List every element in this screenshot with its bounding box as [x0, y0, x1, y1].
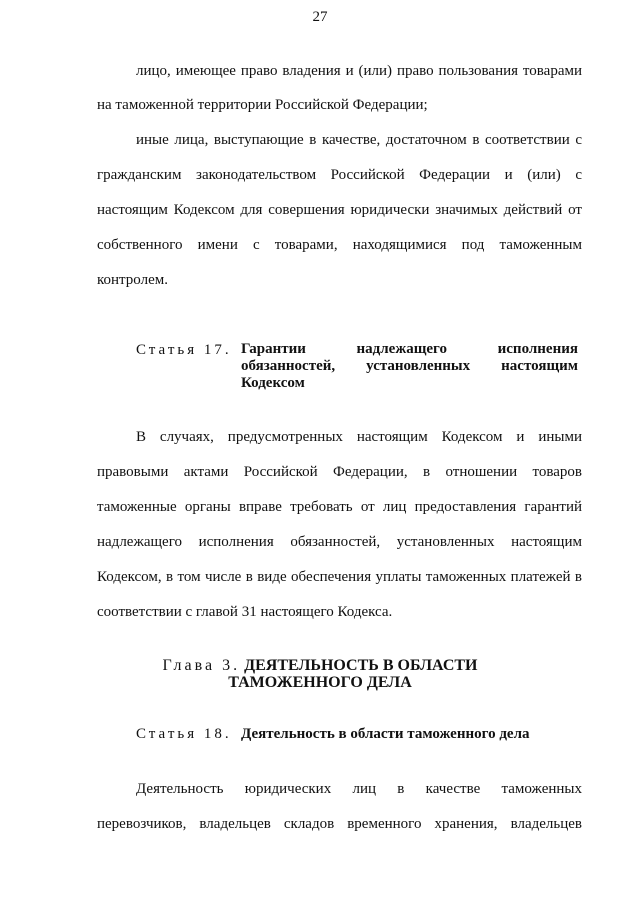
article18-label: Статья 18.	[136, 726, 232, 742]
article18-line-1: Деятельность юридических лиц в качестве таможенных	[136, 781, 582, 797]
article17-line-1: В случаях, предусмотренных настоящим Кодексом и иными	[136, 429, 582, 445]
article17-line-5: Кодексом, в том числе в виде обеспечения уплаты таможенных платежей в	[97, 569, 582, 585]
chapter3-label: Глава 3.	[162, 657, 241, 674]
paragraph1-line-1: лицо, имеющее право владения и (или) право пользования товарами	[136, 63, 582, 79]
article18-line-2: перевозчиков, владельцев складов временного хранения, владельцев	[97, 816, 582, 832]
paragraph2-line-4: собственного имени с товарами, находящимися под таможенным	[97, 237, 582, 253]
chapter3-title-line-1: ДЕЯТЕЛЬНОСТЬ В ОБЛАСТИ	[244, 657, 478, 674]
article17-title-line-3: Кодексом	[241, 375, 305, 391]
article17-line-3: таможенные органы вправе требовать от лиц предоставления гарантий	[97, 499, 582, 515]
article17-title	[241, 341, 578, 392]
paragraph2-line-3: настоящим Кодексом для совершения юридически значимых действий от	[97, 202, 582, 218]
chapter3-title-line-2: ТАМОЖЕННОГО ДЕЛА	[228, 674, 412, 691]
article17-line-4: надлежащего исполнения обязанностей, установленных настоящим	[97, 534, 582, 550]
article17-title-line-2: обязанностей, установленных настоящим	[241, 358, 578, 374]
article17-line-2: правовыми актами Российской Федерации, в отношении товаров	[97, 464, 582, 480]
article17-line-6: соответствии с главой 31 настоящего Кодекса.	[97, 604, 393, 620]
article17-label: Статья 17.	[136, 342, 232, 358]
paragraph1-line-2: на таможенной территории Российской Федерации;	[97, 97, 428, 113]
paragraph2-line-1: иные лица, выступающие в качестве, достаточном в соответствии с	[136, 132, 582, 148]
paragraph2-line-5: контролем.	[97, 272, 168, 288]
article18-title: Деятельность в области таможенного дела	[241, 726, 530, 742]
paragraph2-line-2: гражданским законодательством Российской Федерации и (или) с	[97, 167, 582, 183]
article17-title-line-1: Гарантии надлежащего исполнения	[241, 341, 578, 357]
page-number: 27	[312, 9, 328, 25]
